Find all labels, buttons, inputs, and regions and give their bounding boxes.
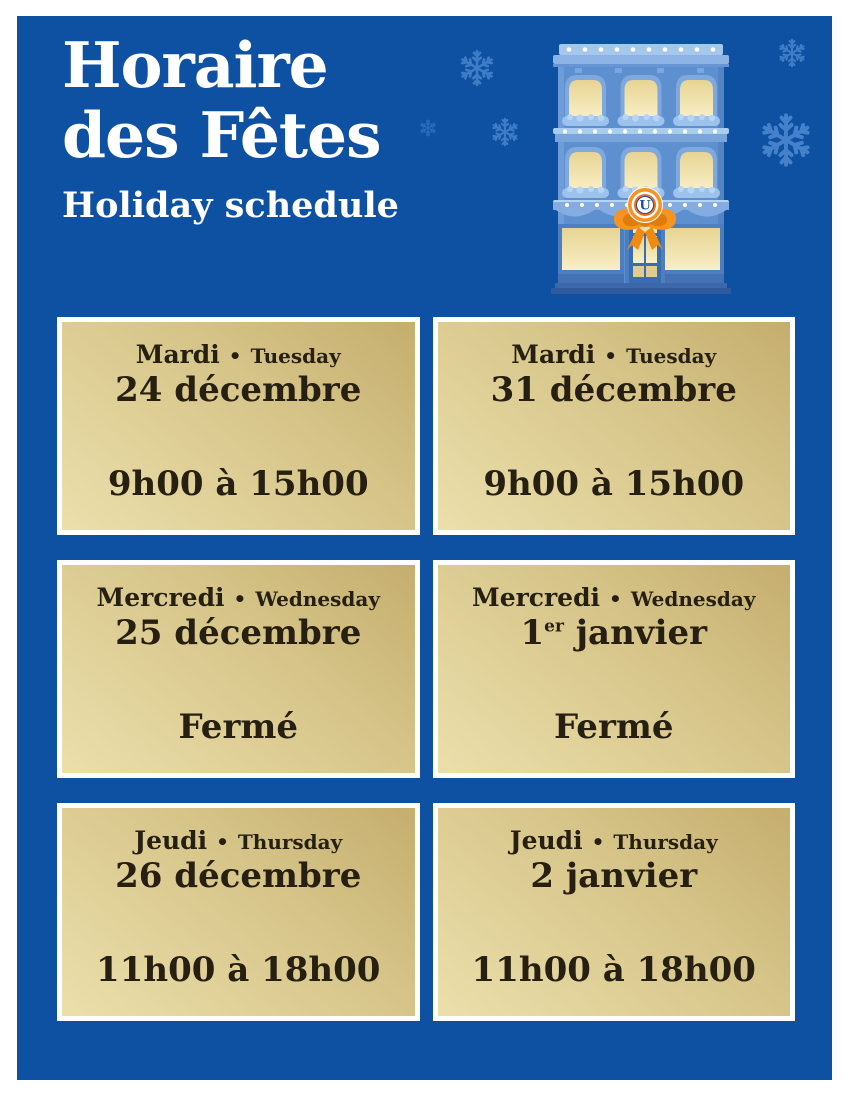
schedule-card	[57, 317, 420, 535]
date-month: décembre	[162, 856, 362, 896]
page-subtitle: Holiday schedule	[62, 185, 399, 226]
day-line	[510, 826, 718, 855]
hours-label: Fermé	[178, 707, 298, 747]
day-label-fr: Mardi	[511, 340, 596, 369]
bullet-separator: •	[591, 830, 605, 854]
bullet-separator: •	[233, 587, 247, 611]
day-label-en: Tuesday	[250, 344, 341, 368]
date-label	[115, 369, 361, 411]
day-line	[136, 340, 341, 369]
bullet-separator: •	[216, 830, 229, 854]
day-line	[97, 583, 380, 612]
snowflake-icon	[419, 119, 437, 137]
page-title-line1: Horaire	[62, 28, 328, 102]
day-label-fr: Jeudi	[134, 826, 208, 855]
hours-label: 11h00 à 18h00	[96, 950, 381, 990]
day-line	[511, 340, 716, 369]
building-base	[551, 283, 731, 294]
date-number: 26	[115, 856, 163, 896]
schedule-card	[433, 803, 796, 1021]
mid-ledge	[553, 128, 729, 142]
schedule-card	[433, 560, 796, 778]
day-line	[134, 826, 342, 855]
day-label-fr: Mardi	[135, 340, 220, 369]
snowflake-icon	[458, 49, 496, 87]
day-label-en: Thursday	[237, 830, 343, 854]
hours-label: Fermé	[554, 707, 674, 747]
day-label-en: Thursday	[613, 830, 718, 854]
hours-label: 9h00 à 15h00	[483, 464, 745, 504]
storefront-door	[625, 222, 665, 283]
day-label-en: Wednesday	[255, 587, 380, 611]
storefront-illustration	[545, 44, 737, 294]
date-label	[115, 855, 361, 897]
date-number: 31	[490, 370, 538, 410]
date-label	[115, 612, 361, 654]
date-month: décembre	[537, 370, 737, 410]
bullet-separator: •	[228, 344, 242, 368]
date-month: décembre	[162, 613, 362, 653]
schedule-card	[57, 560, 420, 778]
date-label	[491, 369, 737, 411]
date-month: janvier	[554, 856, 698, 896]
date-label	[530, 855, 697, 897]
u-logo-badge	[628, 188, 663, 223]
date-number: 1	[520, 613, 545, 653]
upper-windows-row1	[562, 75, 720, 126]
date-number: 25	[115, 613, 163, 653]
schedule-grid	[57, 317, 795, 1021]
day-label-en: Tuesday	[626, 344, 717, 368]
title-block	[62, 30, 399, 226]
holiday-poster	[17, 16, 832, 1080]
snowflake-icon	[758, 112, 814, 168]
date-label	[520, 612, 707, 654]
schedule-card	[57, 803, 420, 1021]
snowflake-icon	[777, 38, 807, 68]
date-number: 24	[115, 370, 163, 410]
date-number: 2	[530, 856, 555, 896]
hours-label: 9h00 à 15h00	[107, 464, 369, 504]
day-line	[472, 583, 755, 612]
date-month: décembre	[162, 370, 362, 410]
bullet-separator: •	[604, 344, 618, 368]
day-label-fr: Jeudi	[509, 826, 583, 855]
date-ordinal: er	[544, 616, 564, 637]
date-month: janvier	[563, 613, 708, 653]
snowflake-icon	[490, 117, 520, 147]
day-label-fr: Mercredi	[472, 583, 601, 612]
u-logo-letter: U	[639, 198, 651, 214]
hours-label: 11h00 à 18h00	[471, 950, 756, 990]
bullet-separator: •	[609, 587, 622, 611]
day-label-en: Wednesday	[630, 587, 756, 611]
page-title-line2: des Fêtes	[62, 98, 381, 172]
schedule-card	[433, 317, 796, 535]
day-label-fr: Mercredi	[96, 583, 225, 612]
